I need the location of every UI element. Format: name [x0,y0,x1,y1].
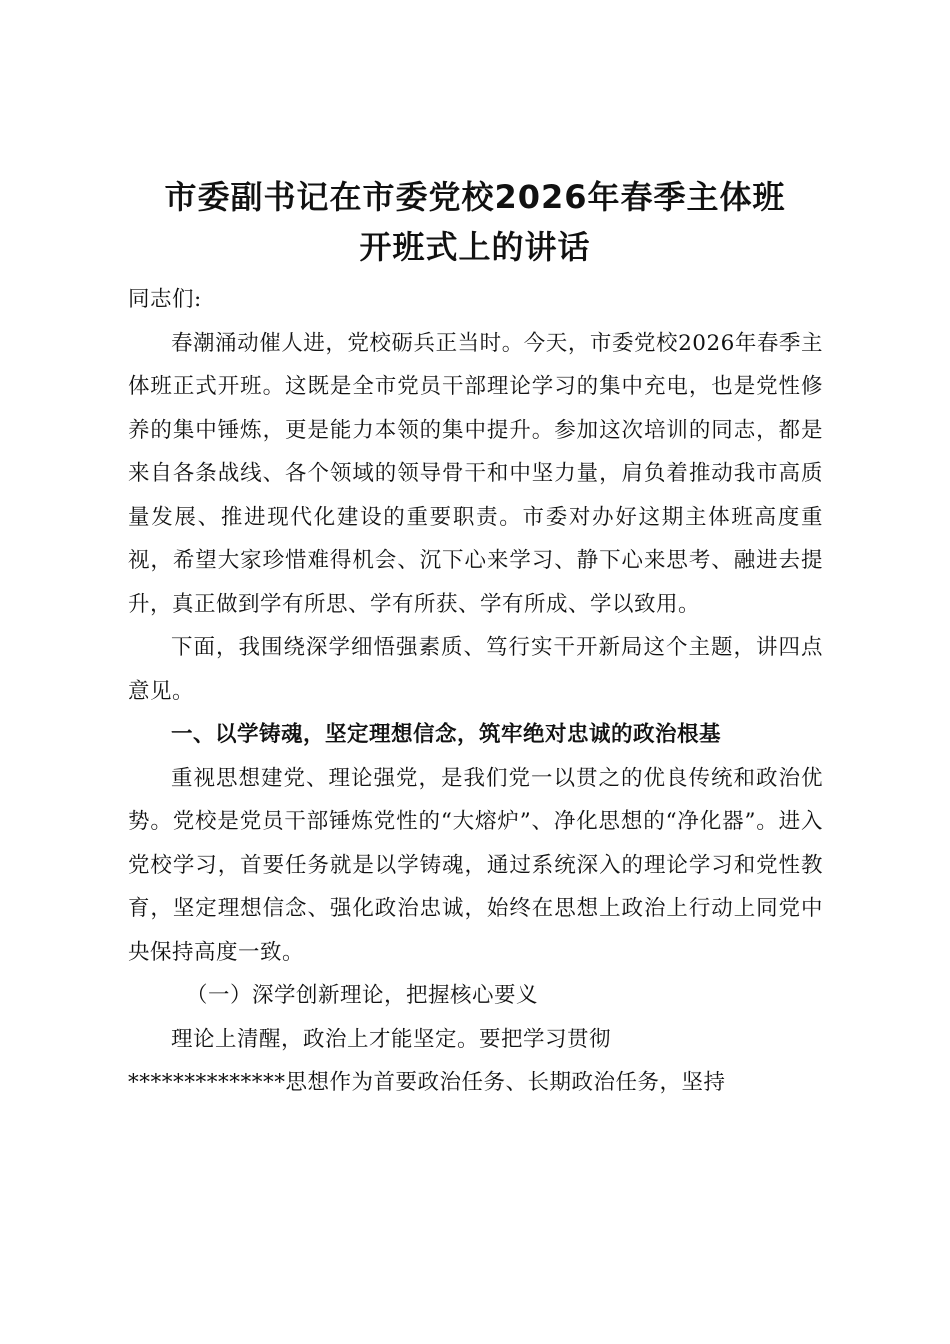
document-body [128,278,823,1105]
document-title-line-1: 市委副书记在市委党校2026年春季主体班 [164,178,786,216]
section-1-paragraph: 重视思想建党、理论强党，是我们党一以贯之的优良传统和政治优势。党校是党员干部锤炼党性的“大熔炉”、净化思想的“净化器”。进入党校学习，首要任务就是以学铸魂，通过系统深入的理论学习和党性教育，坚定理想信念、强化政治忠诚，始终在思想上政治上行动上同党中央保持高度一致。 [128,765,823,965]
document-title-line-2: 开班式上的讲话 [359,228,591,266]
section-heading-1: 一、以学铸魂，坚定理想信念，筑牢绝对忠诚的政治根基 [171,722,722,747]
subsection-1-paragraph-line-1: 理论上清醒，政治上才能坚定。要把学习贯彻 [171,1026,612,1052]
paragraph-opening: 春潮涌动催人进，党校砺兵正当时。今天，市委党校2026年春季主体班正式开班。这既是全市党员干部理论学习的集中充电，也是党性修养的集中锤炼，更是能力本领的集中提升。参加这次培训的同志，都是来自各条战线、各个领域的领导骨干和中坚力量，肩负着推动我市高质量发展、推进现代化建设的重要职责。市委对办好这期主体班高度重视，希望大家珍惜难得机会、沉下心来学习、静下心来思考、融进去提升，真正做到学有所思、学有所获、学有所成、学以致用。 [128,330,823,617]
subsection-1-paragraph-line-2: **************思想作为首要政治任务、长期政治任务，坚持 [128,1070,726,1095]
salutation: 同志们: [128,287,202,312]
subsection-heading-1: （一）深学创新理论，把握核心要义 [186,983,539,1008]
paragraph-outline: 下面，我围绕深学细悟强素质、笃行实干开新局这个主题，讲四点意见。 [128,635,823,704]
